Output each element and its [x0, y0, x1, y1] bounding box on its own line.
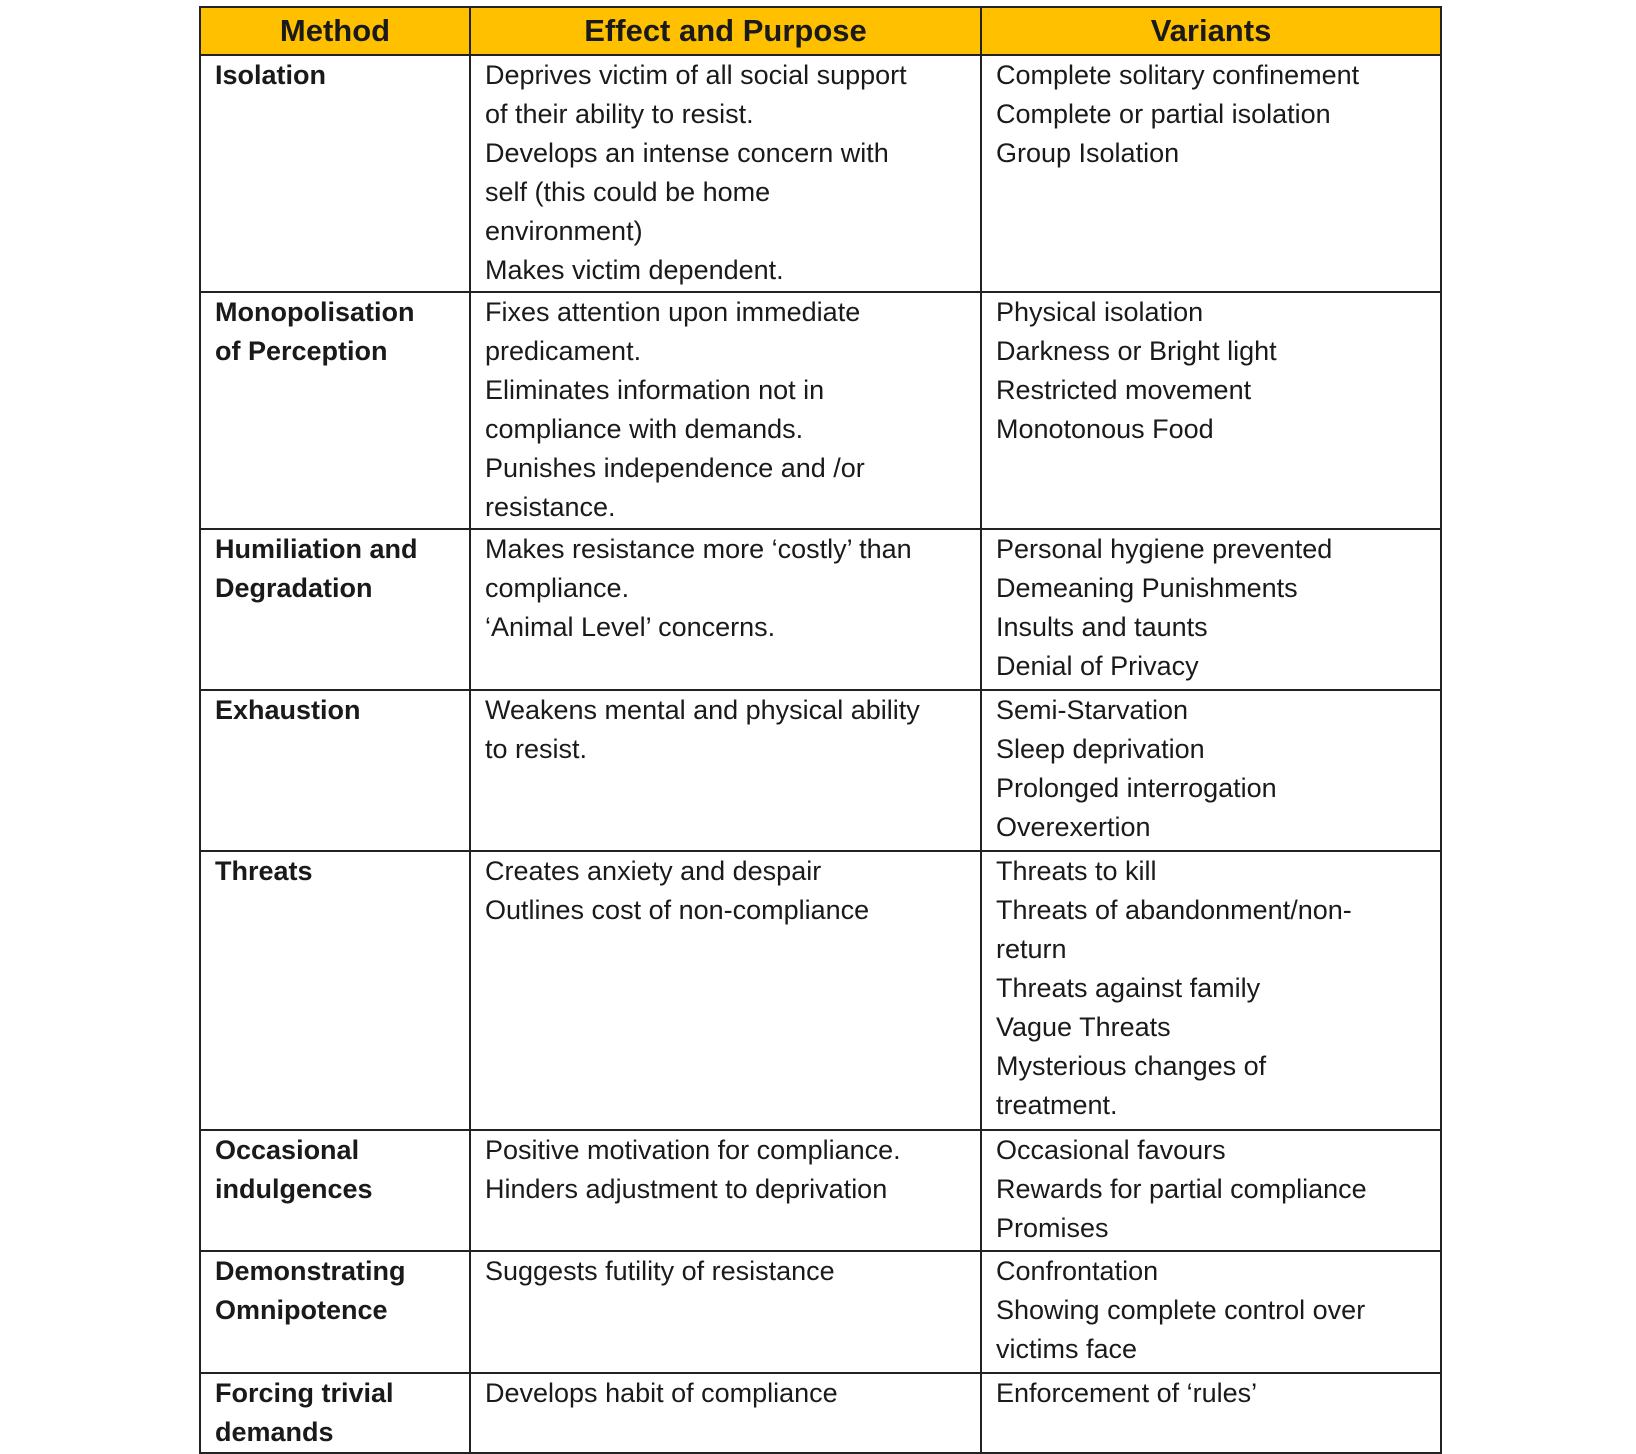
variant-line: Complete or partial isolation: [996, 99, 1331, 129]
variant-line: Confrontation: [996, 1256, 1159, 1286]
effect-line: Deprives victim of all social support: [485, 60, 907, 90]
effect-cell: [470, 690, 981, 851]
effect-line: Eliminates information not in: [485, 375, 825, 405]
method-line: indulgences: [215, 1174, 373, 1204]
variant-line: Threats to kill: [996, 856, 1157, 886]
variant-line: Insults and taunts: [996, 612, 1208, 642]
effect-line: Develops habit of compliance: [485, 1378, 838, 1408]
method-line: Forcing trivial: [215, 1378, 394, 1408]
effect-line: resistance.: [485, 492, 616, 522]
table-header: [200, 7, 1441, 55]
header-row: [200, 7, 1441, 55]
effect-line: to resist.: [485, 734, 588, 764]
effect-line: Weakens mental and physical ability: [485, 695, 920, 725]
effect-cell: [470, 292, 981, 529]
table-row: [200, 55, 1441, 292]
variant-line: Group Isolation: [996, 138, 1180, 168]
table-row: [200, 292, 1441, 529]
method-line: Isolation: [215, 60, 327, 90]
variant-line: Sleep deprivation: [996, 734, 1205, 764]
effect-line: environment): [485, 216, 643, 246]
variant-line: Monotonous Food: [996, 414, 1214, 444]
variants-cell: [981, 1373, 1441, 1453]
method-cell: [200, 851, 470, 1130]
variants-cell: [981, 690, 1441, 851]
table-row: [200, 1373, 1441, 1453]
method-line: Degradation: [215, 573, 373, 603]
variant-line: Physical isolation: [996, 297, 1204, 327]
variant-line: Vague Threats: [996, 1012, 1171, 1042]
effect-line: Develops an intense concern with: [485, 138, 889, 168]
effect-line: Positive motivation for compliance.: [485, 1135, 901, 1165]
variant-line: Rewards for partial compliance: [996, 1174, 1367, 1204]
variants-cell: [981, 851, 1441, 1130]
method-line: Occasional: [215, 1135, 360, 1165]
method-cell: [200, 55, 470, 292]
variant-line: Enforcement of ‘rules’: [996, 1378, 1258, 1408]
effect-line: Suggests futility of resistance: [485, 1256, 835, 1286]
method-line: Humiliation and: [215, 534, 418, 564]
effect-line: Makes resistance more ‘costly’ than: [485, 534, 912, 564]
variant-line: treatment.: [996, 1090, 1118, 1120]
effect-line: compliance with demands.: [485, 414, 804, 444]
method-cell: [200, 1373, 470, 1453]
effect-line: predicament.: [485, 336, 642, 366]
method-line: Exhaustion: [215, 695, 361, 725]
variant-line: return: [996, 934, 1067, 964]
variant-line: Threats against family: [996, 973, 1261, 1003]
variant-line: Restricted movement: [996, 375, 1252, 405]
method-line: Demonstrating: [215, 1256, 406, 1286]
method-cell: [200, 690, 470, 851]
method-line: Monopolisation: [215, 297, 415, 327]
effect-line: Punishes independence and /or: [485, 453, 865, 483]
variant-line: Prolonged interrogation: [996, 773, 1277, 803]
effect-line: Makes victim dependent.: [485, 255, 784, 285]
effect-line: Hinders adjustment to deprivation: [485, 1174, 888, 1204]
variant-line: Promises: [996, 1213, 1109, 1243]
variant-line: Personal hygiene prevented: [996, 534, 1333, 564]
effect-cell: [470, 1130, 981, 1251]
variants-cell: [981, 1130, 1441, 1251]
method-line: Omnipotence: [215, 1295, 388, 1325]
variants-cell: [981, 1251, 1441, 1373]
table-row: [200, 1130, 1441, 1251]
effect-line: Creates anxiety and despair: [485, 856, 822, 886]
variant-line: Semi-Starvation: [996, 695, 1189, 725]
method-cell: [200, 292, 470, 529]
effect-line: Fixes attention upon immediate: [485, 297, 861, 327]
variants-cell: [981, 292, 1441, 529]
header-method: Method: [200, 7, 470, 55]
effect-cell: [470, 55, 981, 292]
variants-cell: [981, 529, 1441, 690]
method-cell: [200, 529, 470, 690]
effect-line: self (this could be home: [485, 177, 771, 207]
variant-line: Demeaning Punishments: [996, 573, 1298, 603]
header-variants: Variants: [981, 7, 1441, 55]
effect-line: of their ability to resist.: [485, 99, 754, 129]
variant-line: Overexertion: [996, 812, 1151, 842]
method-cell: [200, 1251, 470, 1373]
variant-line: Threats of abandonment/non-: [996, 895, 1352, 925]
effect-line: Outlines cost of non-compliance: [485, 895, 870, 925]
variant-line: Showing complete control over: [996, 1295, 1366, 1325]
effect-cell: [470, 851, 981, 1130]
method-line: Threats: [215, 856, 313, 886]
method-line: of Perception: [215, 336, 388, 366]
variant-line: Occasional favours: [996, 1135, 1226, 1165]
table-row: [200, 1251, 1441, 1373]
methods-table: [199, 6, 1442, 1454]
header-effect-and-purpose: Effect and Purpose: [470, 7, 981, 55]
effect-cell: [470, 529, 981, 690]
method-line: demands: [215, 1417, 334, 1447]
method-cell: [200, 1130, 470, 1251]
effect-line: ‘Animal Level’ concerns.: [485, 612, 776, 642]
table-row: [200, 529, 1441, 690]
variant-line: victims face: [996, 1334, 1138, 1364]
effect-cell: [470, 1373, 981, 1453]
effect-line: compliance.: [485, 573, 630, 603]
effect-cell: [470, 1251, 981, 1373]
table-row: [200, 851, 1441, 1130]
variant-line: Denial of Privacy: [996, 651, 1199, 681]
variant-line: Mysterious changes of: [996, 1051, 1267, 1081]
variants-cell: [981, 55, 1441, 292]
table-row: [200, 690, 1441, 851]
variant-line: Complete solitary confinement: [996, 60, 1360, 90]
variant-line: Darkness or Bright light: [996, 336, 1277, 366]
